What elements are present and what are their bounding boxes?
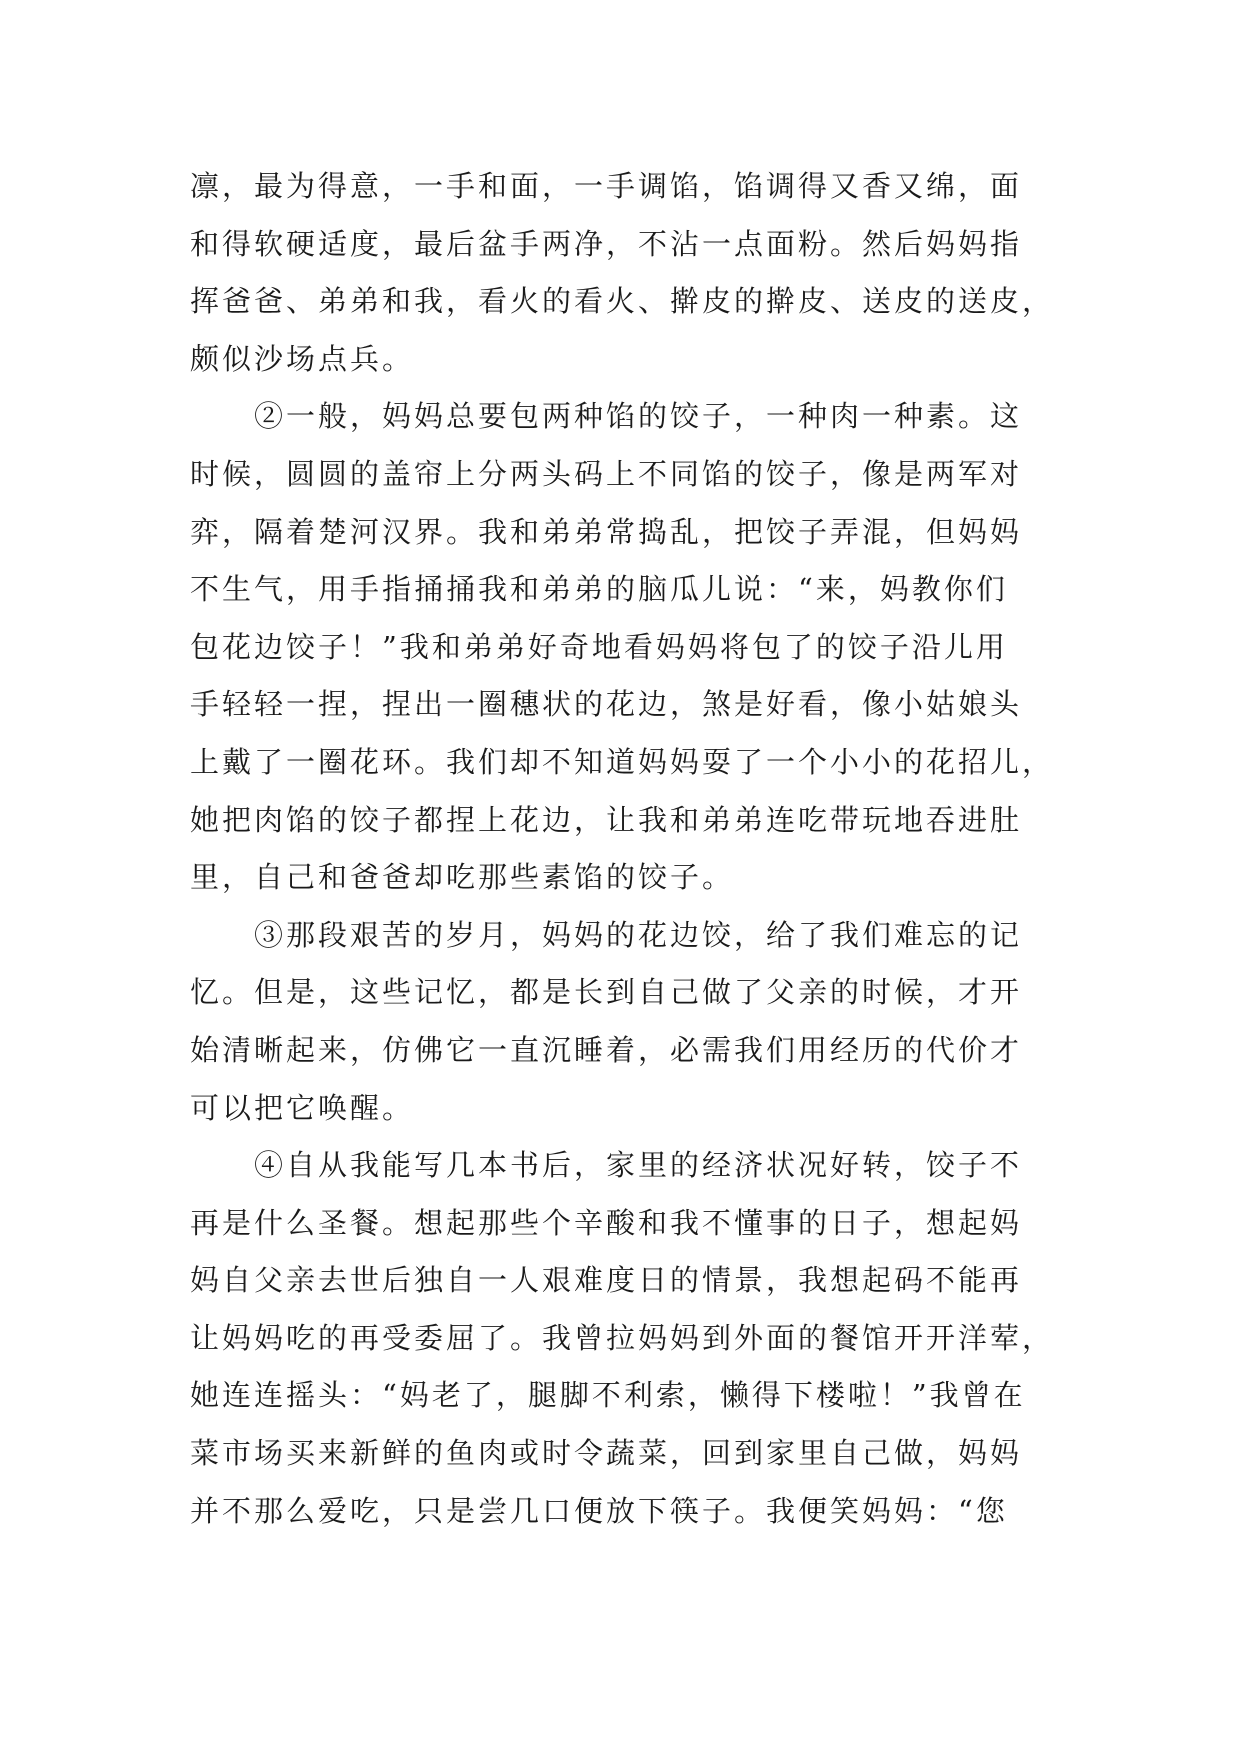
text-line: 始清晰起来，仿佛它一直沉睡着，必需我们用经历的代价才 — [190, 1032, 1023, 1067]
text-line: 和得软硬适度，最后盆手两净，不沾一点面粉。然后妈妈指 — [190, 226, 1023, 261]
text-line: 她连连摇头：“妈老了，腿脚不利索，懒得下楼啦！”我曾在 — [190, 1378, 1026, 1413]
text-line: 让妈妈吃的再受委屈了。我曾拉妈妈到外面的餐馆开开洋荤， — [190, 1320, 1055, 1355]
text-line: 上戴了一圈花环。我们却不知道妈妈耍了一个小小的花招儿， — [190, 744, 1055, 779]
text-line: 妈自父亲去世后独自一人艰难度日的情景，我想起码不能再 — [190, 1263, 1023, 1298]
text-line: 里，自己和爸爸却吃那些素馅的饺子。 — [190, 860, 735, 895]
text-line: 包花边饺子！”我和弟弟好奇地看妈妈将包了的饺子沿儿用 — [190, 629, 1008, 664]
text-line: 再是什么圣餐。想起那些个辛酸和我不懂事的日子，想起妈 — [190, 1205, 1023, 1240]
paragraph-3-first-line: ③那段艰苦的岁月，妈妈的花边饺，给了我们难忘的记 — [254, 917, 1023, 952]
paragraph-4-first-line: ④自从我能写几本书后，家里的经济状况好转，饺子不 — [254, 1148, 1023, 1183]
text-line: 忆。但是，这些记忆，都是长到自己做了父亲的时候，才开 — [190, 975, 1023, 1010]
text-line: 弈，隔着楚河汉界。我和弟弟常捣乱，把饺子弄混，但妈妈 — [190, 514, 1023, 549]
text-line: 她把肉馅的饺子都捏上花边，让我和弟弟连吃带玩地吞进肚 — [190, 802, 1023, 837]
text-line: 并不那么爱吃，只是尝几口便放下筷子。我便笑妈妈：“您 — [190, 1493, 1008, 1528]
text-line: 可以把它唤醒。 — [190, 1090, 415, 1125]
text-line: 挥爸爸、弟弟和我，看火的看火、擀皮的擀皮、送皮的送皮， — [190, 284, 1055, 319]
text-line: 凛，最为得意，一手和面，一手调馅，馅调得又香又绵，面 — [190, 169, 1023, 203]
text-line: 手轻轻一捏，捏出一圈穗状的花边，煞是好看，像小姑娘头 — [190, 687, 1023, 722]
text-line: 颇似沙场点兵。 — [190, 341, 415, 376]
text-line: 不生气，用手指捅捅我和弟弟的脑瓜儿说：“来，妈教你们 — [190, 572, 1008, 607]
text-line: 时候，圆圆的盖帘上分两头码上不同馅的饺子，像是两军对 — [190, 456, 1023, 491]
paragraph-2-first-line: ②一般，妈妈总要包两种馅的饺子，一种肉一种素。这 — [254, 399, 1023, 434]
document-body — [190, 158, 1070, 1540]
text-line: 菜市场买来新鲜的鱼肉或时令蔬菜，回到家里自己做，妈妈 — [190, 1436, 1023, 1471]
